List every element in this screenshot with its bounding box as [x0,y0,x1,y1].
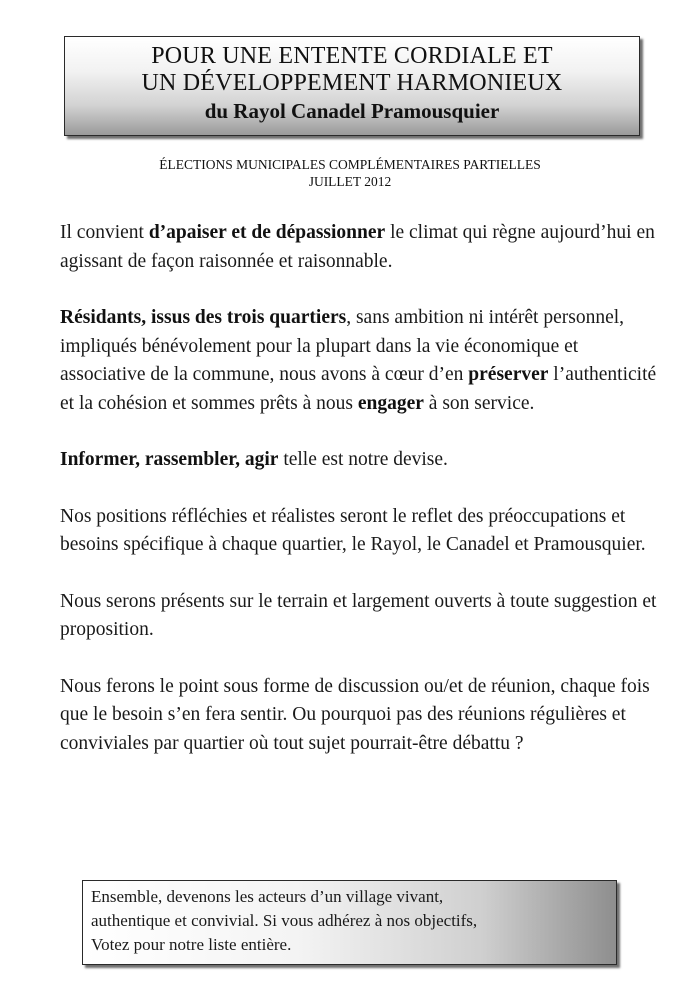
election-heading [0,156,700,190]
paragraph-presence [60,588,660,645]
election-date: JUILLET 2012 [308,174,392,189]
emphasis-text: préserver [468,364,549,385]
paragraph-text: , sans ambition ni intérêt personnel, impliqués bénévolement pour la plupart dans la vie économique et associative de la commune, nous avons à cœur d’en [60,307,625,385]
title-box [64,36,640,136]
paragraph-text: telle est notre devise. [278,449,448,470]
paragraph-text: Nous ferons le point sous forme de discussion ou/et de réunion, chaque fois que le besoin s’en fera sentir. Ou pourquoi pas des réunions régulières et conviviales par quartier où tout sujet pourrait-être débattu ? [60,675,650,754]
footer-line-3: Votez pour notre liste entière. [91,935,292,954]
paragraph-motto [60,446,660,475]
body-text [60,219,660,786]
footer-line-1: Ensemble, devenons les acteurs d’un village vivant, [91,887,444,906]
paragraph-text: Nos positions réfléchies et réalistes seront le reflet des préoccupations et besoins spécifique à chaque quartier, le Rayol, le Canadel et Pramousquier. [60,505,646,555]
paragraph-positions [60,503,660,560]
footer-line-2: authentique et convivial. Si vous adhérez à nos objectifs, [91,911,478,930]
emphasis-text: Résidants, issus des trois quartiers [60,307,347,328]
paragraph-residents [60,304,660,418]
title-subtitle: du Rayol Canadel Pramousquier [204,99,500,123]
paragraph-appeasement [60,219,660,276]
paragraph-text: à son service. [423,392,535,414]
title-line-1: POUR UNE ENTENTE CORDIALE ET [151,43,553,69]
paragraph-meetings [60,673,660,759]
paragraph-text: le climat qui règne aujourd’hui en agissant de façon raisonnée et raisonnable. [60,222,655,272]
emphasis-text: d’apaiser et de dépassionner [148,222,386,243]
paragraph-text: Nous serons présents sur le terrain et largement ouverts à toute suggestion et proposition. [60,590,657,640]
paragraph-text: l’authenticité et la cohésion et sommes prêts à nous [60,364,657,414]
election-name: ÉLECTIONS MUNICIPALES COMPLÉMENTAIRES PARTIELLES [159,157,541,172]
emphasis-text: Informer, rassembler, agir [60,449,279,470]
call-to-vote-box [82,880,617,965]
title-line-2: UN DÉVELOPPEMENT HARMONIEUX [141,70,563,96]
emphasis-text: engager [357,392,424,414]
paragraph-text: Il convient [60,222,149,243]
